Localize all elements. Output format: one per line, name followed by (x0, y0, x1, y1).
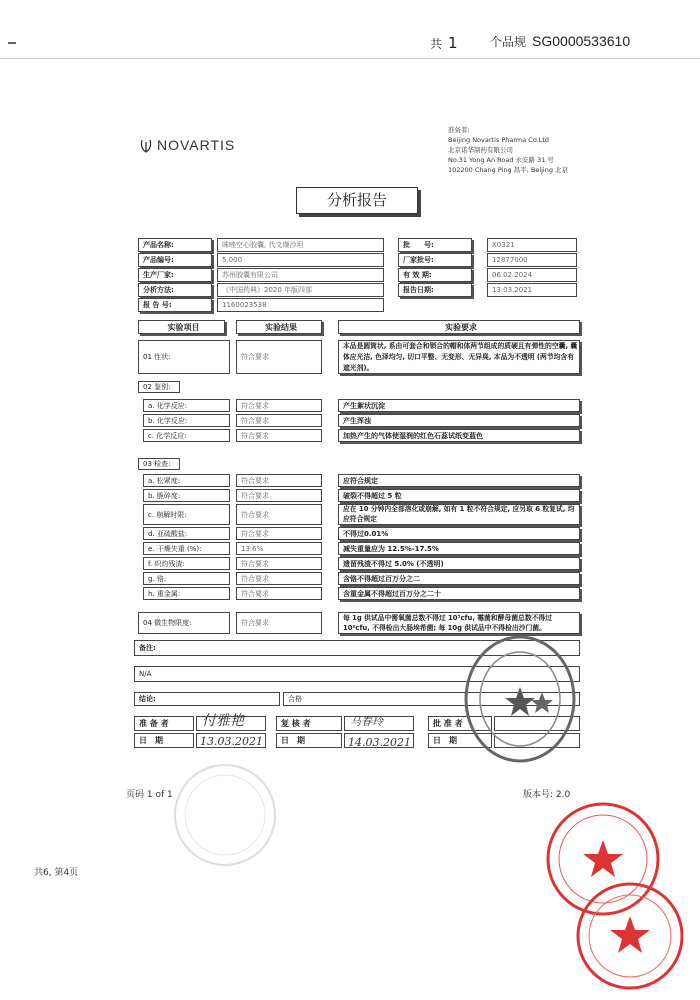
header-requirement: 实验要求 (338, 320, 580, 334)
expiry-label: 有 效 期: (398, 268, 472, 282)
test-g-result: 符合要求 (236, 572, 322, 585)
identification-b-requirement: 产生浑浊 (338, 414, 580, 427)
test-f-label: f. 炽灼残渣: (143, 557, 230, 570)
test-a-requirement: 应符合规定 (338, 474, 580, 487)
expiry-value: 06.02.2024 (487, 268, 577, 282)
row-appearance-result: 符合要求 (236, 340, 322, 374)
test-h-label: h. 重金属: (143, 587, 230, 600)
identification-a-label: a. 化学反应: (143, 399, 230, 412)
test-e-label: e. 干燥失重 (%): (143, 542, 230, 555)
test-a-result: 符合要求 (236, 474, 322, 487)
novartis-flame-icon (140, 139, 152, 153)
approved-by-label: 批 准 者 (428, 716, 492, 731)
test-c-label: c. 崩解时限: (143, 504, 230, 525)
red-pharmacy-seal-icon (574, 880, 686, 992)
prepared-date-label: 日 期 (134, 733, 194, 748)
product-name-value: 咪唑空心胶囊, 代文缬沙坦 (217, 238, 384, 252)
remarks-label: 备注: (134, 640, 580, 656)
faint-stamp-icon (170, 760, 280, 870)
test-b-requirement: 破裂不得超过 5 粒 (338, 489, 580, 502)
scan-divider (0, 58, 700, 59)
microbial-label: 04 微生物限度: (138, 612, 230, 634)
reviewed-date-label: 日 期 (276, 733, 342, 748)
identification-b-label: b. 化学反应: (143, 414, 230, 427)
remarks-value: N/A (134, 666, 580, 682)
sheet-counter: 共6, 第4页 (34, 868, 79, 878)
microbial-result: 符合要求 (236, 612, 322, 634)
batch-value: X0321 (487, 238, 577, 252)
manufacturer-label: 生产厂家: (138, 268, 212, 282)
test-d-requirement: 不得过0.01% (338, 527, 580, 540)
tests-heading: 03 检查: (138, 458, 180, 470)
identification-heading: 02 鉴别: (138, 381, 180, 393)
method-value: 《中国药典》2020 年版四部 (217, 283, 384, 297)
identification-c-result: 符合要求 (236, 429, 322, 442)
mfr-batch-label: 厂家批号: (398, 253, 472, 267)
page-count: 共 1 (430, 34, 458, 52)
test-d-label: d. 亚硫酸盐: (143, 527, 230, 540)
mfr-batch-value: 12877000 (487, 253, 577, 267)
header-item: 实验项目 (138, 320, 225, 334)
report-no-value: 1160023538 (217, 298, 384, 312)
test-e-result: 13.6% (236, 542, 322, 555)
test-e-requirement: 减失重量应为 12.5%-17.5% (338, 542, 580, 555)
version-number: 版本号: 2.0 (523, 790, 571, 800)
batch-label: 批 号: (398, 238, 472, 252)
prepared-by-signature: 付雅艳 (202, 713, 244, 729)
test-h-result: 符合要求 (236, 587, 322, 600)
method-label: 分析方法: (138, 283, 212, 297)
test-h-requirement: 含重金属不得超过百万分之二十 (338, 587, 580, 600)
company-address: 准备者: Beijing Novartis Pharma Co.Ltd 北京诺华制药有限公司 No.31 Yong An Road 永安路 31 号 102200 Chang Ping 昌平, Beijing 北京 (448, 126, 569, 174)
prepared-by-label: 准 备 者 (134, 716, 194, 731)
identification-a-requirement: 产生絮状沉淀 (338, 399, 580, 412)
document-number: 个品规 SG0000533610 (490, 33, 631, 49)
reviewed-by-label: 复 核 者 (276, 716, 342, 731)
identification-b-result: 符合要求 (236, 414, 322, 427)
page-indicator: 页码 1 of 1 (126, 790, 173, 800)
scan-mark (8, 42, 16, 44)
conclusion-value: 合格 (283, 692, 580, 706)
header-result: 实验结果 (236, 320, 322, 334)
test-f-requirement: 遗留残渣不得过 5.0% (不透明) (338, 557, 580, 570)
report-title: 分析报告 (296, 187, 418, 214)
identification-a-result: 符合要求 (236, 399, 322, 412)
identification-c-requirement: 加热产生的气体使湿润的红色石蕊试纸变蓝色 (338, 429, 580, 442)
reviewed-date: 14.03.2021 (348, 736, 411, 749)
test-c-requirement: 应在 10 分钟内全部溶化或崩解, 如有 1 粒不符合规定, 应另取 6 粒复试, 均应符合规定 (338, 504, 580, 525)
row-appearance-label: 01 性状: (138, 340, 230, 374)
row-appearance-requirement: 本品是圆筒状, 系由可套合和锁合的帽和体两节组成的质硬且有弹性的空囊, 囊体应光洁, 色泽均匀, 切口平整、无变形、无异臭, 本品为不透明 (两节均含有遮光剂)。 (338, 340, 580, 374)
test-b-label: b. 脆碎度: (143, 489, 230, 502)
product-name-label: 产品名称: (138, 238, 212, 252)
report-date-label: 报告日期: (398, 283, 472, 297)
report-no-label: 报 告 号: (138, 298, 212, 312)
test-f-result: 符合要求 (236, 557, 322, 570)
conclusion-label: 结论: (134, 692, 280, 706)
microbial-requirement: 每 1g 供试品中需氧菌总数不得过 10³cfu, 霉菌和酵母菌总数不得过 10²cfu, 不得检出大肠埃希菌; 每 10g 供试品中不得检出沙门菌。 (338, 612, 580, 634)
manufacturer-value: 苏州胶囊有限公司 (217, 268, 384, 282)
prepared-date: 13.03.2021 (200, 735, 263, 748)
test-d-result: 符合要求 (236, 527, 322, 540)
approved-date-label: 日 期 (428, 733, 492, 748)
reviewed-by-signature: 马春玲 (350, 715, 383, 728)
test-b-result: 符合要求 (236, 489, 322, 502)
test-a-label: a. 松紧度: (143, 474, 230, 487)
test-g-label: g. 铬: (143, 572, 230, 585)
novartis-seal-icon (462, 632, 578, 766)
product-code-label: 产品编号: (138, 253, 212, 267)
test-c-result: 符合要求 (236, 504, 322, 525)
test-g-requirement: 含铬不得超过百万分之二 (338, 572, 580, 585)
report-date-value: 13.03.2021 (487, 283, 577, 297)
novartis-logo: NOVARTIS (140, 137, 235, 153)
identification-c-label: c. 化学反应: (143, 429, 230, 442)
product-code-value: 5.000 (217, 253, 384, 267)
